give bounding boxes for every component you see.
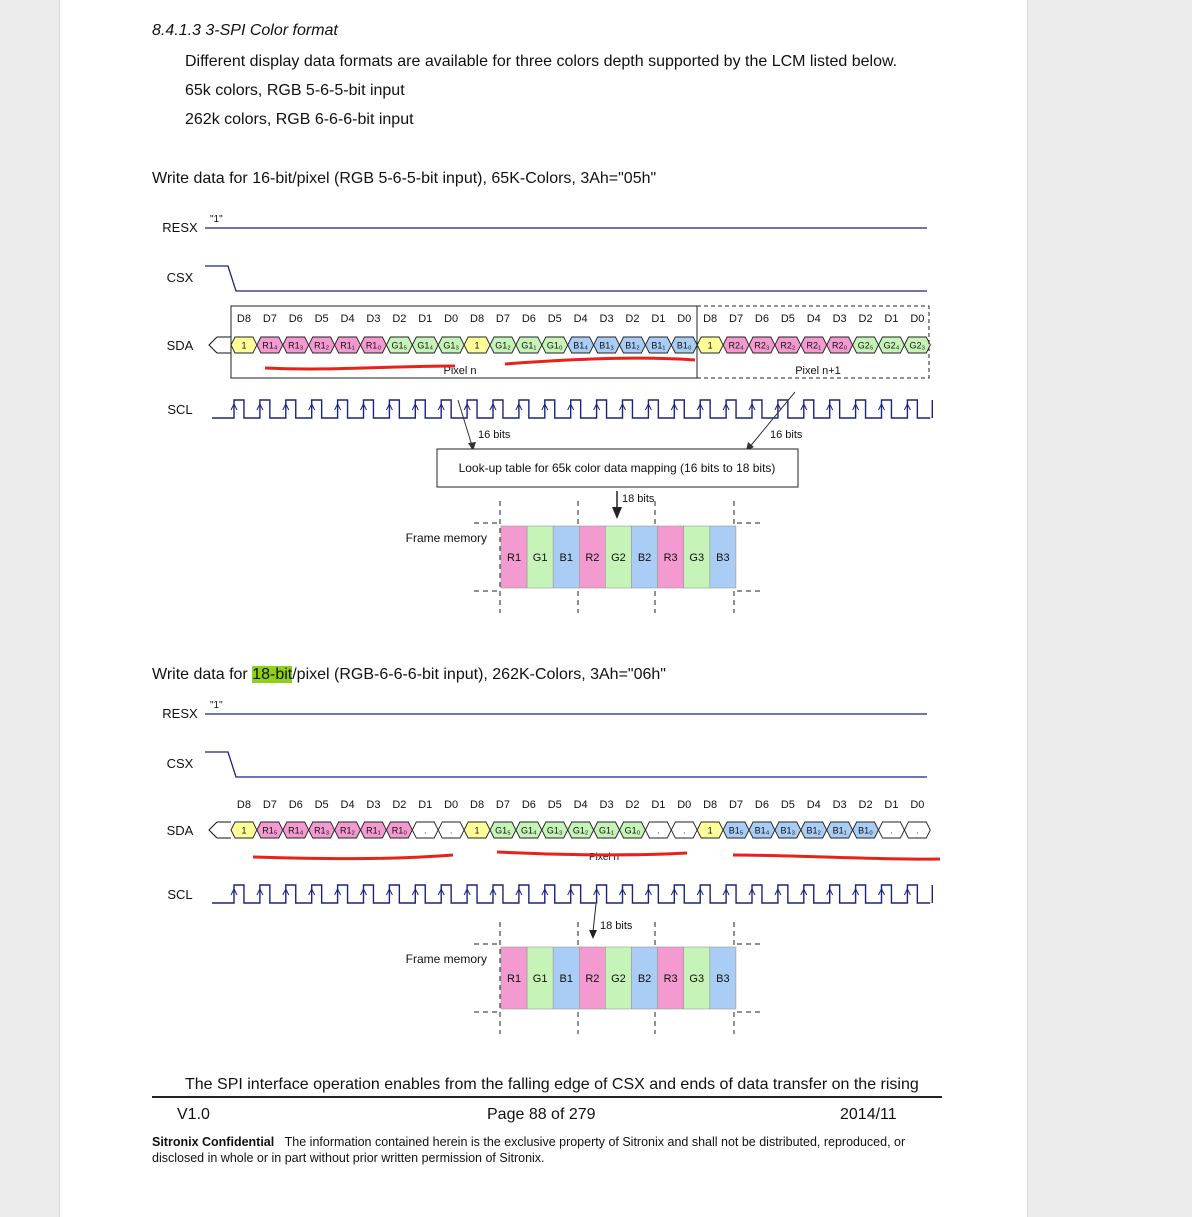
bit-header: D3 xyxy=(366,313,381,325)
sda-bit-label: B1₃ xyxy=(599,340,614,351)
csx-line xyxy=(205,752,927,777)
frame-memory-cell-label: R1 xyxy=(507,552,522,564)
sda-bit-label: R1₃ xyxy=(288,340,304,351)
bit-header: D0 xyxy=(444,313,459,325)
sda-bit-label: G1₁ xyxy=(599,825,615,836)
resx-value: "1" xyxy=(210,700,223,711)
pixel-n-label: Pixel n xyxy=(443,365,477,377)
frame-memory-cell-label: R2 xyxy=(585,973,600,985)
sda-label: SDA xyxy=(166,338,194,353)
bit-header: D3 xyxy=(599,313,614,325)
bit-header: D2 xyxy=(858,313,873,325)
bit-header: D4 xyxy=(573,313,588,325)
bits18-arrow xyxy=(593,904,596,932)
sda-bit-label: R1₀ xyxy=(365,340,382,351)
sda-bit-label: R1₅ xyxy=(262,825,278,836)
frame-memory-label: Frame memory xyxy=(405,531,487,545)
bits16-label-a: 16 bits xyxy=(478,429,511,441)
sda-bit-label: R1₄ xyxy=(262,340,278,351)
frame-memory-cell-label: R2 xyxy=(585,552,600,564)
bit-header: D8 xyxy=(703,799,718,811)
bit-header: D4 xyxy=(340,799,355,811)
sda-bit-label: 1 xyxy=(241,825,247,836)
bit-header: D0 xyxy=(910,799,925,811)
sda-bit-label: . xyxy=(657,825,660,836)
bit-header: D5 xyxy=(780,313,795,325)
bit-header: D7 xyxy=(729,799,744,811)
sda-bit-label: R1₁ xyxy=(366,825,381,836)
bit-header: D7 xyxy=(495,313,510,325)
sda-bit-label: G2₄ xyxy=(883,340,900,351)
red-underline xyxy=(733,855,940,859)
csx-line xyxy=(205,266,927,291)
bit-header: D2 xyxy=(625,799,640,811)
sda-bit-label: B1₄ xyxy=(754,825,770,836)
sda-label: SDA xyxy=(166,823,194,838)
scl-clock xyxy=(212,885,930,903)
sda-bit-label: B1₃ xyxy=(780,825,796,836)
sda-bit-label: B1₀ xyxy=(676,340,692,351)
bit-header: D5 xyxy=(314,313,329,325)
bit-header: D3 xyxy=(832,799,847,811)
resx-value: "1" xyxy=(210,214,223,225)
red-underline xyxy=(253,855,453,859)
sda-bit-label: B1₂ xyxy=(625,340,640,351)
bit-header: D2 xyxy=(858,799,873,811)
bit-header: D6 xyxy=(521,799,536,811)
bits18-label: 18 bits xyxy=(600,920,633,932)
confidential-text: The information contained herein is the exclusive property of Sitronix and shall not be distributed, reproduced, or disclosed in whole or in part without prior written permission of Sitronix. xyxy=(152,1135,906,1165)
bottom-text: The SPI interface operation enables from the falling edge of CSX and ends of data transfer on the rising xyxy=(185,1076,919,1093)
bit-header: D3 xyxy=(832,313,847,325)
bit-header: D1 xyxy=(418,313,433,325)
sda-bit-label: G1₂ xyxy=(495,340,511,351)
sda-bit-label: G2₃ xyxy=(909,340,926,351)
bits16-label-b: 16 bits xyxy=(770,429,803,441)
bit-header: D8 xyxy=(470,313,485,325)
frame-memory-cell-label: G2 xyxy=(611,973,626,985)
bit-header: D2 xyxy=(392,313,407,325)
sda-bit-label: G1₄ xyxy=(521,825,537,836)
frame-memory-cell-label: B2 xyxy=(637,552,652,564)
frame-memory-cell-label: B1 xyxy=(559,973,573,985)
frame-memory-cell-label: R1 xyxy=(507,973,522,985)
frame-memory-cell-label: G2 xyxy=(611,552,626,564)
red-underline xyxy=(265,366,455,369)
sda-bit-label: . xyxy=(890,825,893,836)
sda-bit-label: B1₅ xyxy=(728,825,744,836)
bit-header: D4 xyxy=(340,313,355,325)
bit-header: D3 xyxy=(599,799,614,811)
bit-header: D1 xyxy=(884,313,899,325)
pixel-n1-label: Pixel n+1 xyxy=(795,365,841,377)
pixel-n-label: Pixel n xyxy=(588,852,620,863)
sda-bit-label: . xyxy=(423,825,427,836)
confidential-label: Sitronix Confidential xyxy=(152,1135,275,1149)
sda-bit-label: R1₃ xyxy=(314,825,330,836)
sda-bit-label: 1 xyxy=(474,825,480,836)
sda-bit-label: 1 xyxy=(707,825,713,836)
bit-header: D6 xyxy=(754,799,769,811)
scl-label: SCL xyxy=(167,887,193,902)
bit-header: D5 xyxy=(314,799,329,811)
bit-header: D7 xyxy=(262,313,277,325)
bit-header: D1 xyxy=(884,799,899,811)
bit-header: D2 xyxy=(392,799,407,811)
sda-bit-label: G1₃ xyxy=(546,825,563,836)
sda-idle-start xyxy=(209,822,217,838)
sda-bit-label: R1₂ xyxy=(340,825,356,836)
sda-idle-start xyxy=(209,337,217,353)
resx-label: RESX xyxy=(162,220,198,235)
sda-bit-label: G2₅ xyxy=(857,340,874,351)
sda-bit-label: . xyxy=(916,825,919,836)
bit-header: D8 xyxy=(470,799,485,811)
bit-header: D7 xyxy=(262,799,277,811)
scl-label: SCL xyxy=(167,402,193,417)
bit-header: D7 xyxy=(495,799,510,811)
section-title: 8.4.1.3 3-SPI Color format xyxy=(152,22,338,39)
frame-memory-cell-label: G3 xyxy=(689,552,705,564)
frame-memory-cell-label: B2 xyxy=(637,973,652,985)
frame-memory-cell-label: B3 xyxy=(716,973,730,985)
frame-memory-cell-label: G1 xyxy=(532,552,548,564)
sda-bit-label: R1₂ xyxy=(314,340,330,351)
sda-bit-label: R2₁ xyxy=(806,340,822,351)
footer-version: V1.0 xyxy=(177,1106,210,1123)
frame-memory-cell-label: R3 xyxy=(663,973,678,985)
frame-memory-cell-label: G3 xyxy=(689,973,705,985)
bit-header: D6 xyxy=(288,313,303,325)
frame-memory-cell-label: B3 xyxy=(716,552,730,564)
caption2-pre: Write data for xyxy=(152,666,253,683)
bits18-label: 18 bits xyxy=(622,493,655,505)
caption2-highlight: 18-bit xyxy=(252,666,293,683)
bit-header: D8 xyxy=(236,313,251,325)
bit-header: D4 xyxy=(573,799,588,811)
scl-clock xyxy=(212,400,930,418)
diagram1-caption: Write data for 16-bit/pixel (RGB 5-6-5-bit input), 65K-Colors, 3Ah="05h" xyxy=(152,170,657,187)
sda-bit-label: 1 xyxy=(707,340,713,351)
sda-bit-label: 1 xyxy=(241,340,247,351)
sda-bit-label: R2₄ xyxy=(728,340,744,351)
bit-header: D0 xyxy=(444,799,459,811)
bit-header: D6 xyxy=(521,313,536,325)
sda-bit-label: G1₃ xyxy=(443,340,459,351)
bit-header: D0 xyxy=(910,313,925,325)
bit-header: D6 xyxy=(754,313,769,325)
sda-bit-label: R1₁ xyxy=(340,340,355,351)
sda-bit-label: R1₀ xyxy=(391,825,407,836)
sda-bit-label: G1₅ xyxy=(391,340,408,351)
frame-memory-cell-label: G1 xyxy=(532,973,548,985)
sda-bit-label: 1 xyxy=(474,340,480,351)
bit-header: D3 xyxy=(366,799,381,811)
bit-header: D8 xyxy=(703,313,718,325)
bit-header: D4 xyxy=(806,799,821,811)
sda-bit-label: R2₂ xyxy=(780,340,796,351)
sda-bit-label: G1₂ xyxy=(572,825,589,836)
bit-header: D6 xyxy=(288,799,303,811)
sda-bit-label: B1₁ xyxy=(651,340,666,351)
sda-bit-label: G1₅ xyxy=(495,825,511,836)
bit-header: D1 xyxy=(651,799,666,811)
bit-header: D5 xyxy=(780,799,795,811)
footer-page: Page 88 of 279 xyxy=(487,1106,596,1123)
bit-header: D7 xyxy=(729,313,744,325)
sda-bit-label: . xyxy=(682,825,686,836)
frame-memory-cell-label: B1 xyxy=(559,552,573,564)
sda-bit-label: G1₁ xyxy=(521,340,537,351)
csx-label: CSX xyxy=(166,756,194,771)
sda-bit-label: B1₀ xyxy=(858,825,873,836)
sda-bit-label: R1₄ xyxy=(288,825,304,836)
sda-bit-label: G1₀ xyxy=(624,825,641,836)
sda-bit-label: R2₀ xyxy=(832,340,848,351)
csx-label: CSX xyxy=(166,270,194,285)
resx-label: RESX xyxy=(162,706,198,721)
bit-header: D1 xyxy=(651,313,666,325)
bits18-arrowhead xyxy=(612,507,622,519)
sda-bit-label: G1₀ xyxy=(546,340,563,351)
bit-header: D2 xyxy=(625,313,640,325)
sda-bit-label: B1₂ xyxy=(806,825,822,836)
bit-header: D4 xyxy=(806,313,821,325)
bit-header: D1 xyxy=(418,799,433,811)
sda-bit-label: R2₃ xyxy=(754,340,770,351)
lut-label: Look-up table for 65k color data mapping (16 bits to 18 bits) xyxy=(458,461,776,475)
bit-header: D0 xyxy=(677,799,692,811)
format-262k: 262k colors, RGB 6-6-6-bit input xyxy=(185,111,414,128)
footer-date: 2014/11 xyxy=(840,1106,897,1123)
red-underline xyxy=(505,358,695,364)
sda-bit-label: . xyxy=(449,825,453,836)
sda-bit-label: G1₄ xyxy=(417,340,434,351)
frame-memory-label: Frame memory xyxy=(405,952,487,966)
intro-paragraph: Different display data formats are available for three colors depth supported by the LCM listed below. xyxy=(185,53,898,70)
format-65k: 65k colors, RGB 5-6-5-bit input xyxy=(185,82,405,99)
bit-header: D0 xyxy=(677,313,692,325)
bit-header: D5 xyxy=(547,799,562,811)
bits18-arrowhead xyxy=(589,930,597,939)
bit-header: D8 xyxy=(236,799,251,811)
bit-header: D5 xyxy=(547,313,562,325)
caption2-post: /pixel (RGB-6-6-6-bit input), 262K-Colors, 3Ah="06h" xyxy=(292,666,666,683)
sda-bit-label: B1₁ xyxy=(832,825,847,836)
frame-memory-cell-label: R3 xyxy=(663,552,678,564)
sda-bit-label: B1₄ xyxy=(573,340,588,351)
